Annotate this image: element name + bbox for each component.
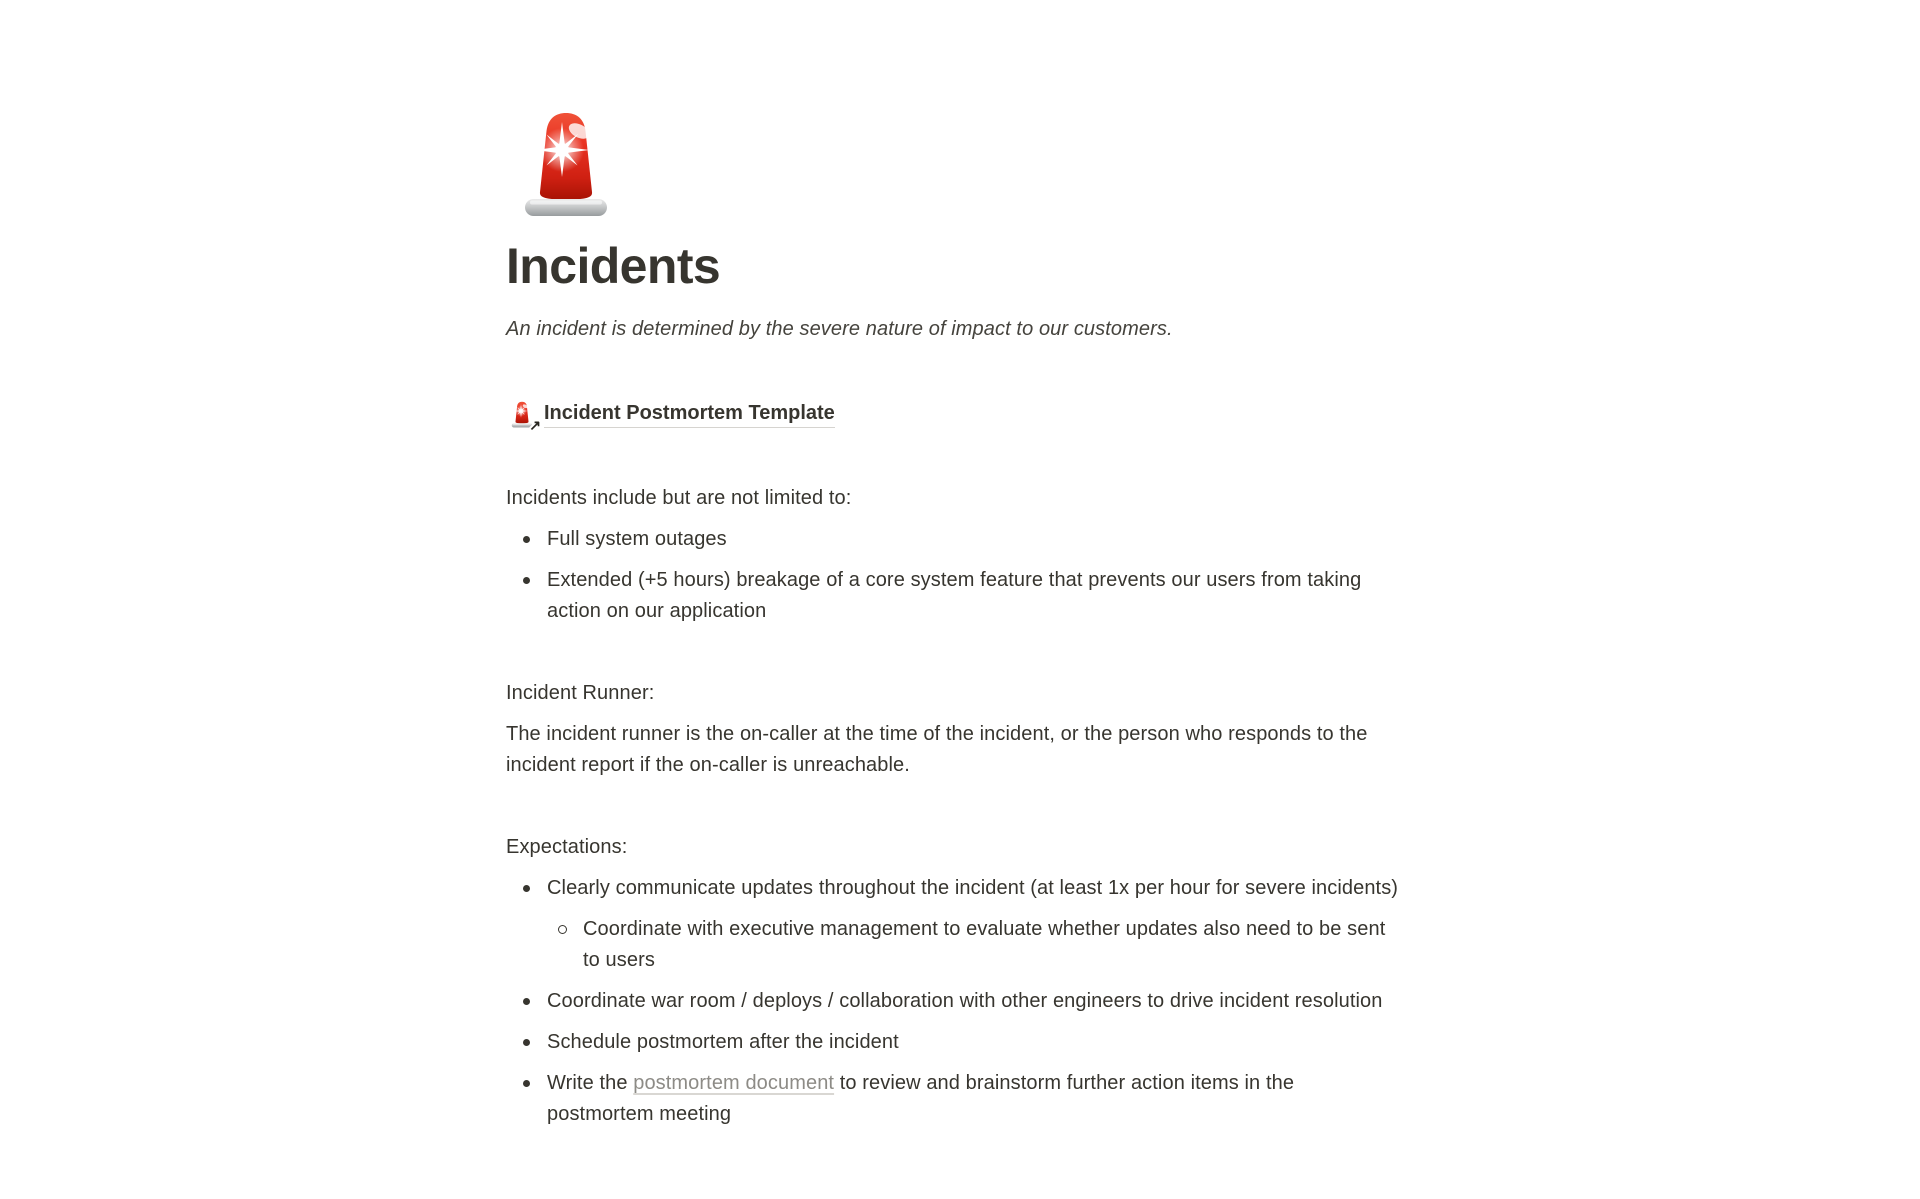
paragraph-incident-runner-label: Incident Runner: bbox=[506, 682, 655, 704]
page-title: Incidents bbox=[506, 238, 721, 294]
bullet-text: Coordinate with executive management to evaluate whether updates also need to be sent to users bbox=[583, 918, 1386, 971]
page-icon[interactable] bbox=[520, 0, 1406, 222]
list-item bbox=[506, 1027, 1406, 1058]
linked-page-incident-postmortem-template[interactable] bbox=[506, 396, 835, 432]
list-item bbox=[506, 986, 1406, 1017]
bullet-marker bbox=[523, 577, 530, 584]
bullet-marker bbox=[523, 1080, 530, 1087]
sub-bullet-marker bbox=[558, 925, 567, 934]
list-item bbox=[506, 873, 1406, 976]
page-subtitle: An incident is determined by the severe nature of impact to our customers. bbox=[506, 318, 1173, 340]
empty-block bbox=[506, 791, 1406, 822]
postmortem-document-link[interactable]: postmortem document bbox=[633, 1072, 835, 1094]
list-item bbox=[506, 524, 1406, 555]
police-light-icon bbox=[520, 110, 612, 218]
nested-list bbox=[547, 914, 1406, 976]
empty-block bbox=[506, 442, 1406, 473]
paragraph-expectations-label: Expectations: bbox=[506, 836, 628, 858]
bullet-text-prefix: Write the bbox=[547, 1072, 634, 1094]
paragraph-incidents-intro: Incidents include but are not limited to: bbox=[506, 487, 852, 509]
list-item bbox=[506, 1068, 1406, 1130]
link-arrow-icon: ↗ bbox=[529, 416, 541, 433]
bullet-marker bbox=[523, 998, 530, 1005]
empty-block bbox=[506, 637, 1406, 668]
bullet-marker bbox=[523, 885, 530, 892]
paragraph-incident-runner-description: The incident runner is the on-caller at the time of the incident, or the person who responds to the incident report if the on-caller is unreachable. bbox=[506, 723, 1368, 776]
document-page bbox=[506, 0, 1406, 1140]
expectations-list bbox=[506, 873, 1406, 1130]
list-item bbox=[547, 914, 1406, 976]
linked-page-icon bbox=[510, 401, 541, 433]
incidents-list bbox=[506, 524, 1406, 627]
bullet-text: Full system outages bbox=[547, 528, 727, 550]
bullet-text bbox=[547, 1072, 1294, 1125]
bullet-text: Extended (+5 hours) breakage of a core system feature that prevents our users from taking action on our application bbox=[547, 569, 1362, 622]
bullet-marker bbox=[523, 536, 530, 543]
bullet-text: Schedule postmortem after the incident bbox=[547, 1031, 899, 1053]
bullet-marker bbox=[523, 1039, 530, 1046]
empty-block bbox=[506, 355, 1406, 386]
bullet-text: Coordinate war room / deploys / collaboration with other engineers to drive incident resolution bbox=[547, 990, 1383, 1012]
bullet-text: Clearly communicate updates throughout the incident (at least 1x per hour for severe incidents) bbox=[547, 877, 1399, 899]
list-item bbox=[506, 565, 1406, 627]
linked-page-label: Incident Postmortem Template bbox=[544, 400, 835, 428]
bullet-text-suffix: to review and brainstorm further action items in the postmortem meeting bbox=[547, 1072, 1295, 1125]
